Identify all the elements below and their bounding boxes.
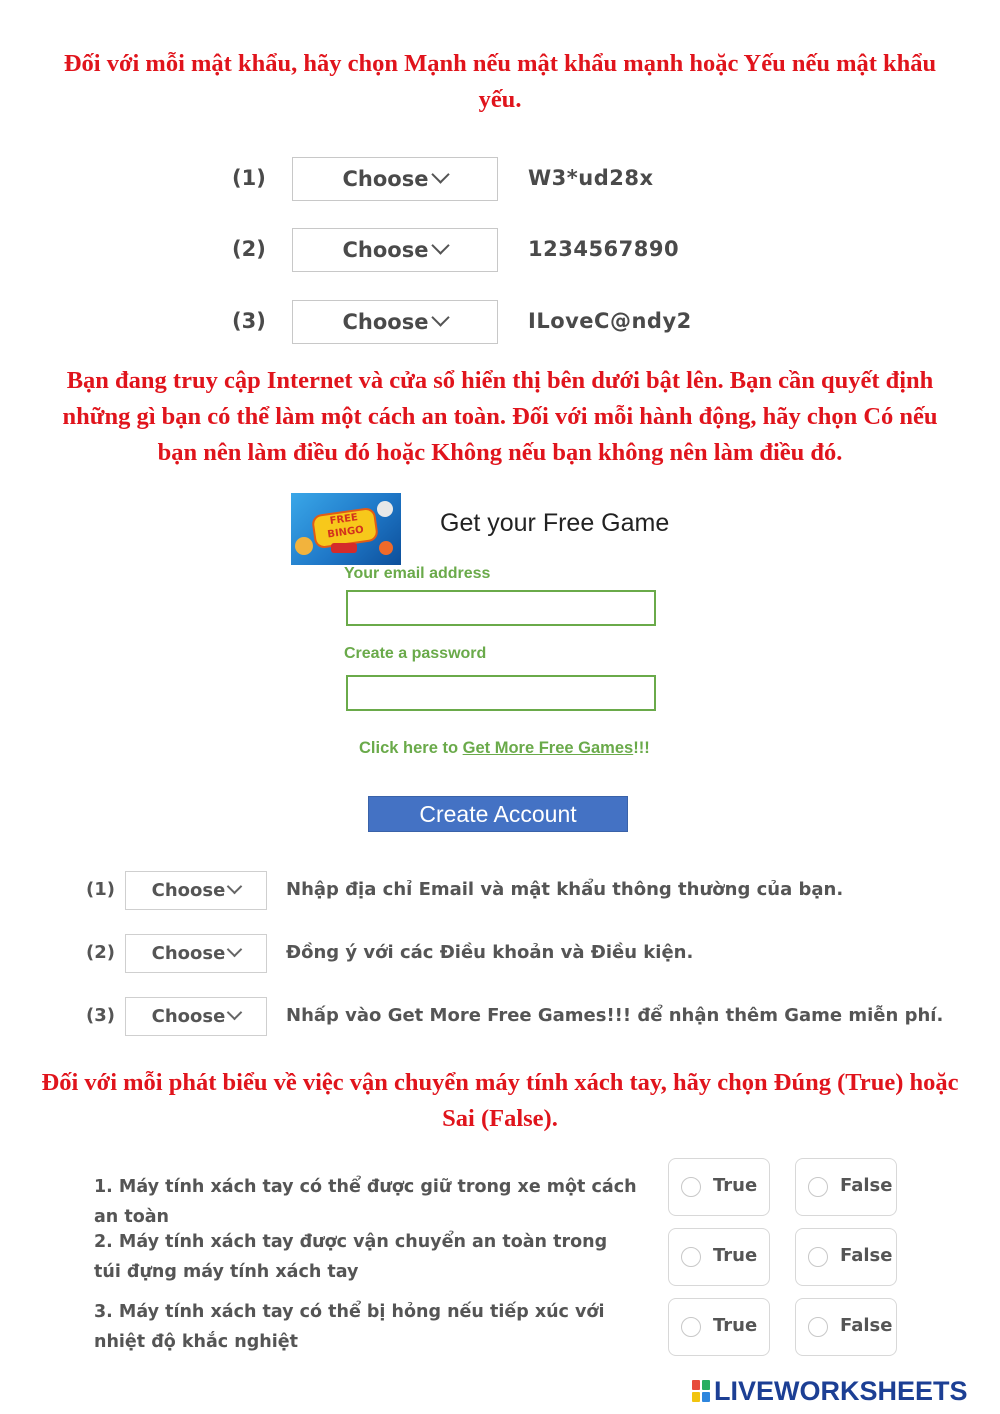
statement-row-1: [0, 1158, 1000, 1227]
radio-icon: [681, 1247, 701, 1267]
action-text: Nhấp vào Get More Free Games!!! để nhận thêm Game miễn phí.: [286, 1005, 944, 1026]
row-number: (3): [86, 1005, 115, 1026]
chevron-down-icon: [227, 879, 243, 895]
chevron-down-icon: [432, 236, 450, 254]
section2-heading: Bạn đang truy cập Internet và cửa sổ hiển thị bên dưới bật lên. Bạn cần quyết định những gì bạn có thể làm một cách an toàn. Đối với mỗi hành động, hãy chọn Có nếu bạn nên làm điều đó hoặc Không nếu bạn không nên làm điều đó.: [62, 367, 938, 466]
yes-no-dropdown[interactable]: Choose: [125, 871, 267, 910]
row-number: (1): [86, 879, 115, 900]
chevron-down-icon: [432, 165, 450, 183]
action-text: Nhập địa chỉ Email và mật khẩu thông thường của bạn.: [286, 879, 844, 900]
chevron-down-icon: [227, 1005, 243, 1021]
statement-row-2: [0, 1228, 1000, 1288]
password-field[interactable]: [346, 675, 656, 711]
radio-icon: [808, 1177, 828, 1197]
statement-text: 2. Máy tính xách tay được vận chuyển an toàn trong túi đựng máy tính xách tay: [94, 1232, 608, 1282]
popup-title: Get your Free Game: [440, 509, 670, 537]
chevron-down-icon: [227, 942, 243, 958]
banner-logo: FREE BINGO: [311, 507, 379, 550]
email-field[interactable]: [346, 590, 656, 626]
row-number: (1): [232, 166, 266, 190]
password-label: Create a password: [344, 645, 487, 662]
row-number: (2): [232, 237, 266, 261]
section1-heading: Đối với mỗi mật khẩu, hãy chọn Mạnh nếu mật khẩu mạnh hoặc Yếu nếu mật khẩu yếu.: [63, 50, 937, 113]
radio-icon: [681, 1177, 701, 1197]
action-text: Đồng ý với các Điều khoản và Điều kiện.: [286, 942, 694, 963]
radio-icon: [808, 1247, 828, 1267]
row-number: (3): [232, 309, 266, 333]
play-badge: [331, 543, 357, 553]
radio-icon: [808, 1317, 828, 1337]
false-option[interactable]: False: [795, 1228, 897, 1286]
section3-heading: Đối với mỗi phát biểu về việc vận chuyển máy tính xách tay, hãy chọn Đúng (True) hoặc Sai (False).: [41, 1069, 959, 1132]
chevron-down-icon: [432, 308, 450, 326]
password-value: W3*ud28x: [528, 166, 654, 190]
statement-row-3: [0, 1298, 1000, 1358]
radio-icon: [681, 1317, 701, 1337]
email-label: Your email address: [344, 565, 491, 582]
false-option[interactable]: False: [795, 1158, 897, 1216]
strength-dropdown[interactable]: Choose: [292, 228, 498, 272]
false-option[interactable]: False: [795, 1298, 897, 1356]
more-games-link[interactable]: Get More Free Games: [462, 739, 634, 757]
true-option[interactable]: True: [668, 1158, 770, 1216]
logo-text: LIVEWORKSHEETS: [714, 1375, 968, 1406]
yes-no-dropdown[interactable]: Choose: [125, 934, 267, 973]
logo-grid-icon: [692, 1380, 710, 1402]
statement-text: 3. Máy tính xách tay có thể bị hỏng nếu tiếp xúc với nhiệt độ khắc nghiệt: [94, 1302, 605, 1352]
more-games-line: Click here to Get More Free Games!!!: [359, 739, 650, 757]
password-value: ILoveC@ndy2: [528, 309, 692, 333]
strength-dropdown[interactable]: Choose: [292, 157, 498, 201]
password-value: 1234567890: [528, 237, 680, 261]
row-number: (2): [86, 942, 115, 963]
true-option[interactable]: True: [668, 1298, 770, 1356]
create-account-button[interactable]: Create Account: [368, 796, 628, 832]
liveworksheets-logo: [692, 1374, 968, 1408]
statement-text: 1. Máy tính xách tay có thể được giữ trong xe một cách an toàn: [94, 1177, 637, 1227]
true-option[interactable]: True: [668, 1228, 770, 1286]
game-banner-image: [291, 493, 401, 565]
yes-no-dropdown[interactable]: Choose: [125, 997, 267, 1036]
strength-dropdown[interactable]: Choose: [292, 300, 498, 344]
